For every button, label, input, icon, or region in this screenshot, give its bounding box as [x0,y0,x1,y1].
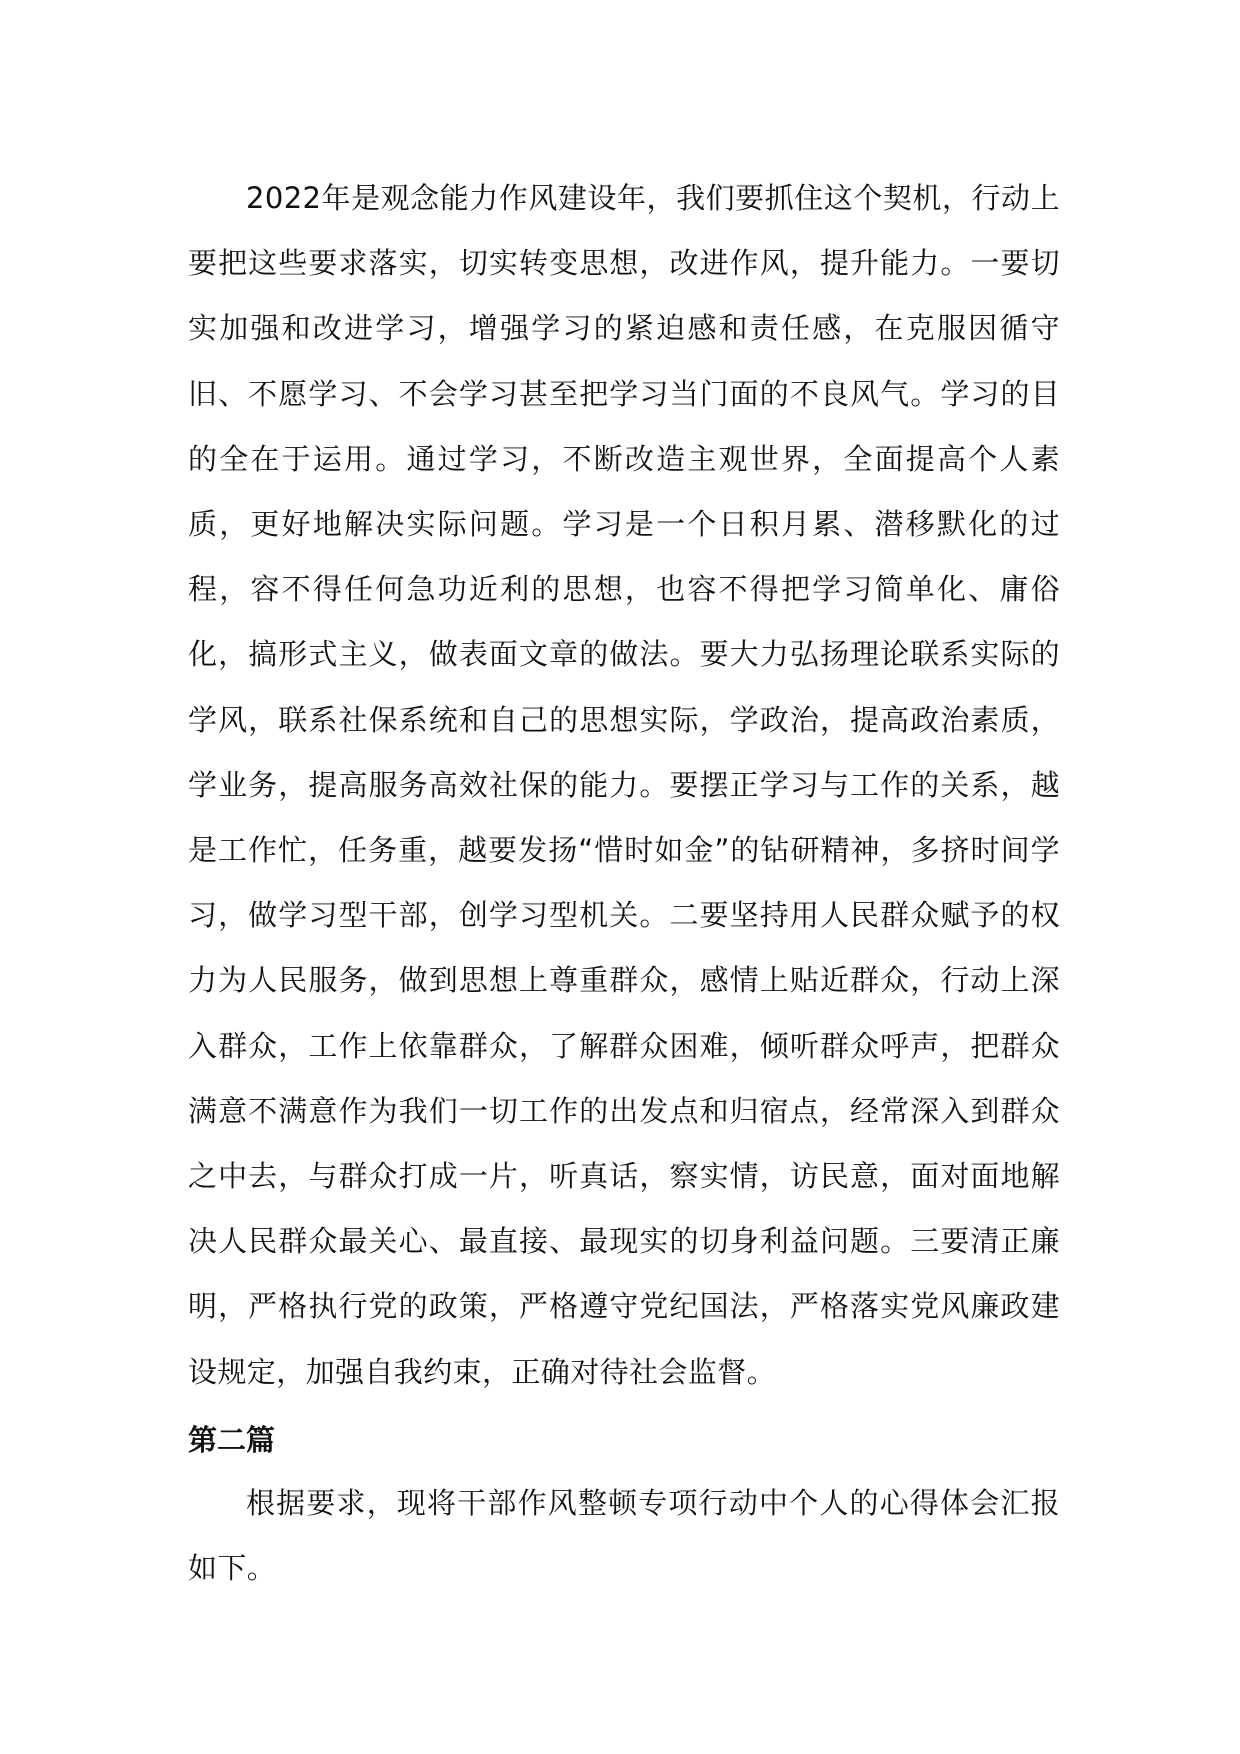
document-body [188,166,1060,1601]
body-paragraph: 2022年是观念能力作风建设年，我们要抓住这个契机，行动上要把这些要求落实，切实转变思想，改进作风，提升能力。一要切实加强和改进学习，增强学习的紧迫感和责任感，在克服因循守旧、不愿学习、不会学习甚至把学习当门面的不良风气。学习的目的全在于运用。通过学习，不断改造主观世界，全面提高个人素质，更好地解决实际问题。学习是一个日积月累、潜移默化的过程，容不得任何急功近利的思想，也容不得把学习简单化、庸俗化，搞形式主义，做表面文章的做法。要大力弘扬理论联系实际的学风，联系社保系统和自己的思想实际，学政治，提高政治素质，学业务，提高服务高效社保的能力。要摆正学习与工作的关系，越是工作忙，任务重，越要发扬“惜时如金”的钻研精神，多挤时间学习，做学习型干部，创学习型机关。二要坚持用人民群众赋予的权力为人民服务，做到思想上尊重群众，感情上贴近群众，行动上深入群众，工作上依靠群众，了解群众困难，倾听群众呼声，把群众满意不满意作为我们一切工作的出发点和归宿点，经常深入到群众之中去，与群众打成一片，听真话，察实情，访民意，面对面地解决人民群众最关心、最直接、最现实的切身利益问题。三要清正廉明，严格执行党的政策，严格遵守党纪国法，严格落实党风廉政建设规定，加强自我约束，正确对待社会监督。 [188,181,1060,1389]
section-paragraph: 根据要求，现将干部作风整顿专项行动中个人的心得体会汇报如下。 [188,1485,1060,1586]
section-heading: 第二篇 [188,1422,276,1457]
